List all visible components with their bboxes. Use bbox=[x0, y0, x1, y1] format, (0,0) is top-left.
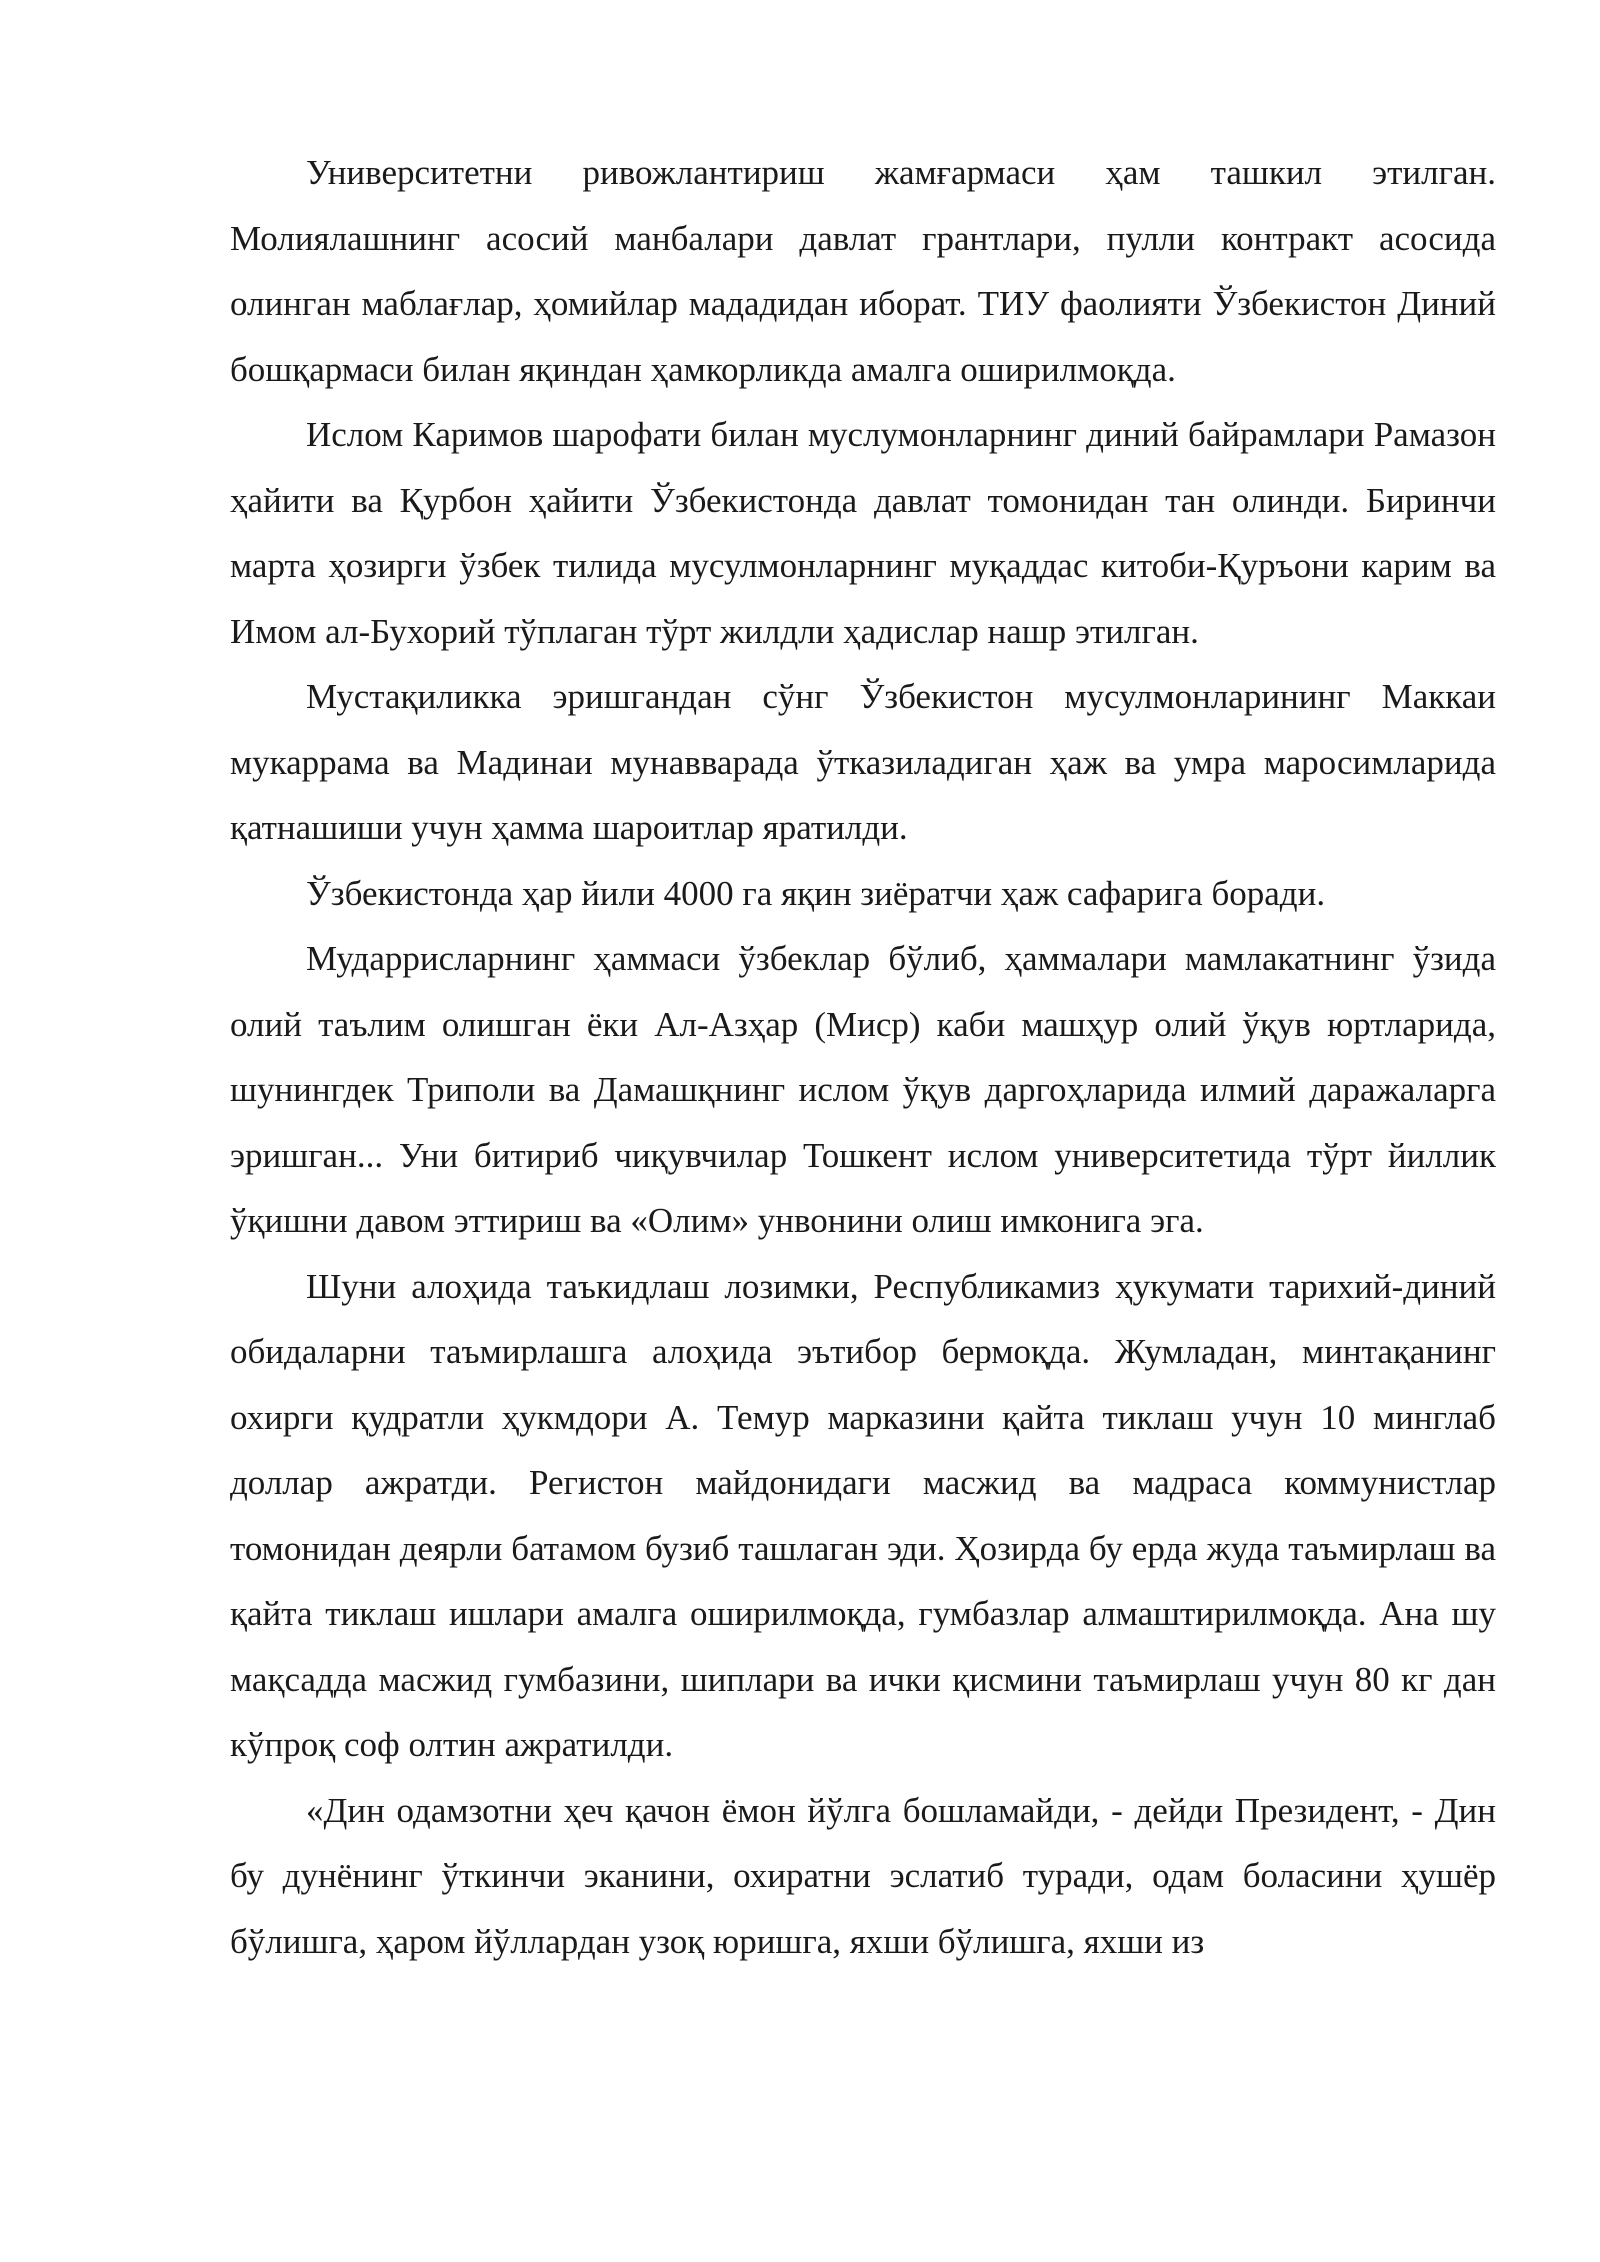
paragraph-2: Ислом Каримов шарофати билан муслумонларнинг диний байрамлари Рамазон ҳайити ва Қурбон ҳайити Ўзбекистонда давлат томонидан тан олинди. Биринчи марта ҳозирги ўзбек тилида мусулмонларнинг муқаддас китоби-Қуръони карим ва Имом ал-Бухорий тўплаган тўрт жилдли ҳадислар нашр этилган. bbox=[230, 415, 1496, 651]
document-body bbox=[230, 140, 1496, 1974]
paragraph-6: Шуни алоҳида таъкидлаш лозимки, Республикамиз ҳукумати тарихий-диний обидаларни таъмирлашга алоҳида эътибор бермоқда. Жумладан, минтақанинг охирги қудратли ҳукмдори А. Темур марказини қайта тиклаш учун 10 минглаб доллар ажратди. Регистон майдонидаги масжид ва мадраса коммунистлар томонидан деярли батамом бузиб ташлаган эди. Ҳозирда бу ерда жуда таъмирлаш ва қайта тиклаш ишлари амалга оширилмоқда, гумбазлар алмаштирилмоқда. Ана шу мақсадда масжид гумбазини, шиплари ва ички қисмини таъмирлаш учун 80 кг дан кўпроқ соф олтин ажратилди. bbox=[230, 1266, 1496, 1764]
paragraph-5: Мударрисларнинг ҳаммаси ўзбеклар бўлиб, ҳаммалари мамлакатнинг ўзида олий таълим олишган ёки Ал-Азҳар (Миср) каби машҳур олий ўқув юртларида, шунингдек Триполи ва Дамашқнинг ислом ўқув даргоҳларида илмий даражаларга эришган... Уни битириб чиқувчилар Тошкент ислом университетида тўрт йиллик ўқишни давом эттириш ва «Олим» унвонини олиш имконига эга. bbox=[230, 939, 1496, 1240]
paragraph-3: Мустақиликка эришгандан сўнг Ўзбекистон мусулмонларининг Маккаи мукаррама ва Мадинаи мунавварада ўтказиладиган ҳаж ва умра маросимларида қатнашиши учун ҳамма шароитлар яратилди. bbox=[230, 677, 1496, 847]
paragraph-4: Ўзбекистонда ҳар йили 4000 га яқин зиёратчи ҳаж сафарига боради. bbox=[306, 873, 1326, 913]
paragraph-1: Университетни ривожлантириш жамғармаси ҳам ташкил этилган. Молиялашнинг асосий манбалари давлат грантлари, пулли контракт асосида олинган маблағлар, ҳомийлар мададидан иборат. ТИУ фаолияти Ўзбекистон Диний бошқармаси билан яқиндан ҳамкорликда амалга оширилмоқда. bbox=[230, 153, 1496, 389]
paragraph-7: «Дин одамзотни ҳеч қачон ёмон йўлга бошламайди, - дейди Президент, - Дин бу дунёнинг ўткинчи эканини, охиратни эслатиб туради, одам боласини ҳушёр бўлишга, ҳаром йўллардан узоқ юришга, яхши бўлишга, яхши из bbox=[230, 1790, 1496, 1961]
